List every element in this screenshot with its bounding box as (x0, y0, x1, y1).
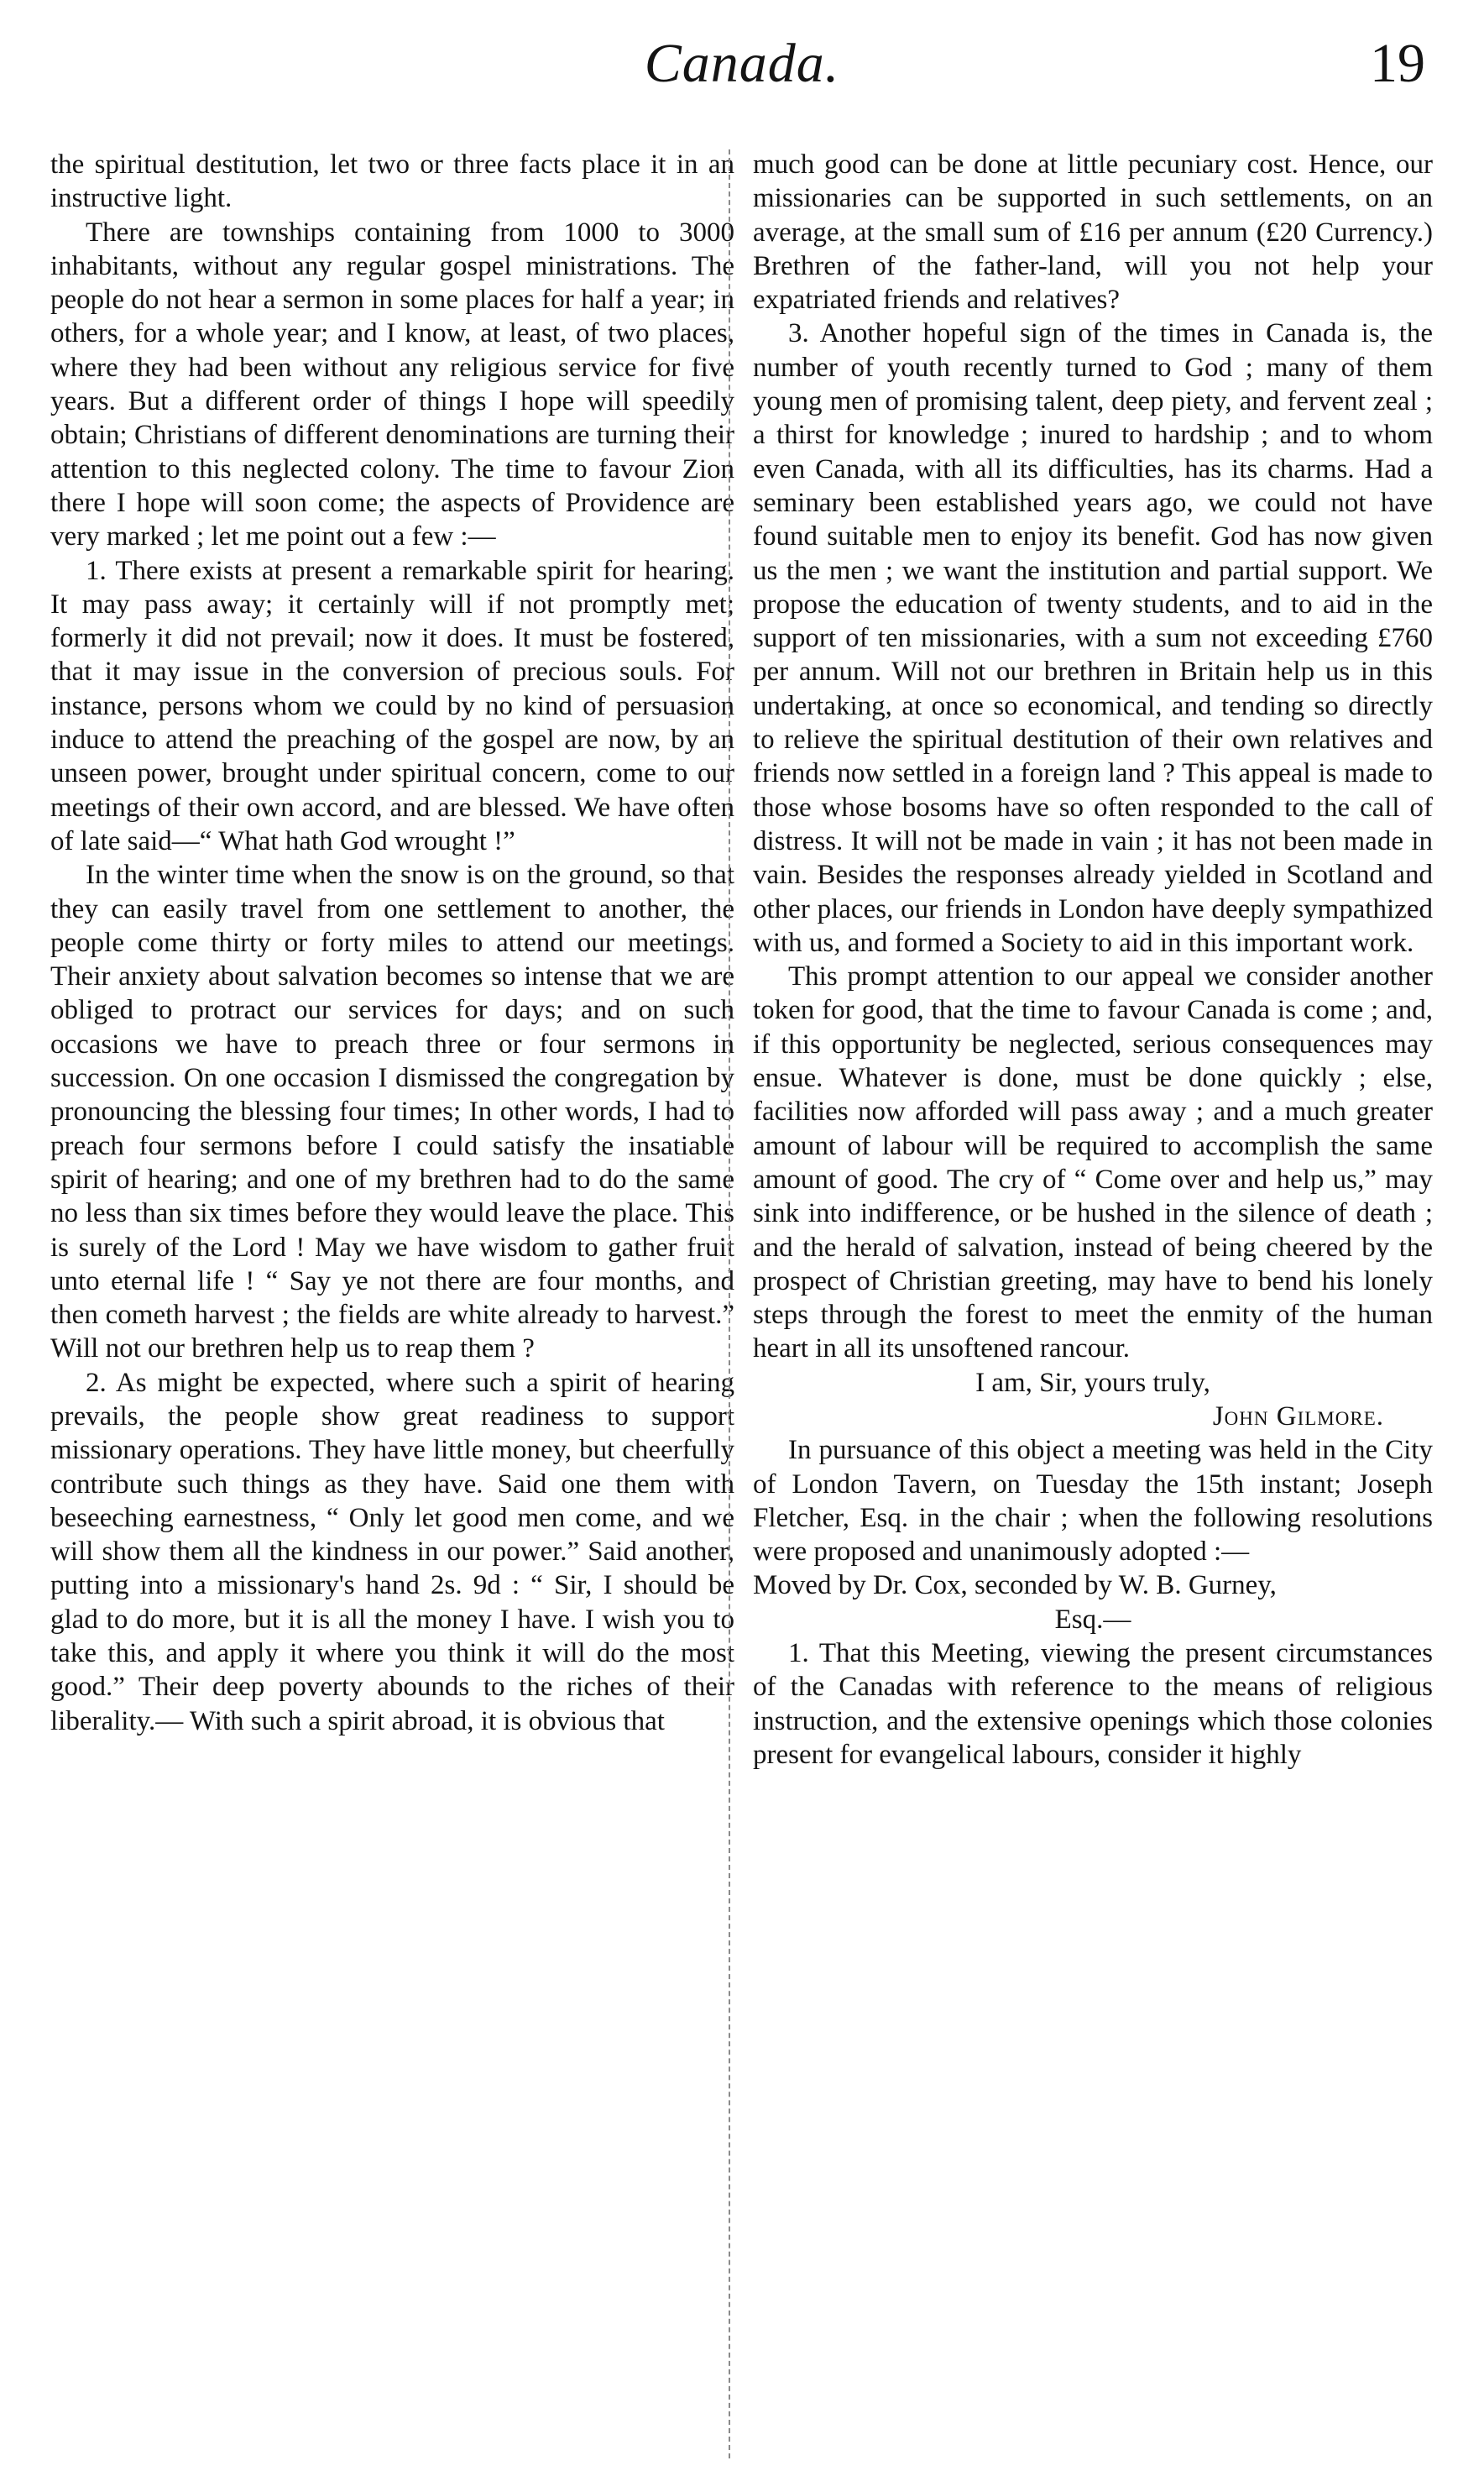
moved-by: Moved by Dr. Cox, seconded by W. B. Gurney, (753, 1570, 1277, 1601)
left-column (50, 148, 734, 2465)
running-title: Canada. (644, 33, 840, 94)
resolution: 1. That this Meeting, viewing the present circumstances of the Canadas with reference to the means of religious instruction, and the extensive openings which those colonies present for evangelical labours, consider it highly (753, 1638, 1433, 1770)
paragraph: 2. As might be expected, where such a spirit of hearing prevails, the people show great readiness to support missionary operations. They have little money, but cheerfully contribute such things as they have. Said one them with beseeching earnestness, “ Only let good men come, and we will show them all the kindness in our power.” Said another, putting into a missionary's hand 2s. 9d : “ Sir, I should be glad to do more, but it is all the money I have. I wish you to take this, and apply it where you think it will do the most good.” Their deep poverty abounds to the riches of their liberality.— With such a spirit abroad, it is obvious that (50, 1367, 734, 1736)
paragraph: There are townships containing from 1000 to 3000 inhabitants, without any regular gospel ministrations. The people do not hear a sermon in some places for half a year; in others, for a whole year; and I know, at least, of two places, where they had been without any religious service for five years. But a different order of things I hope will speedily obtain; Christians of different denominations are turning their attention to this neglected colony. The time to favour Zion there I hope will soon come; the aspects of Providence are very marked ; let me point out a few :— (50, 217, 734, 552)
moved-by-esq: Esq.— (1054, 1604, 1131, 1635)
paragraph: much good can be done at little pecuniary cost. Hence, our missionaries can be supported in such settlements, on an average, at the small sum of £16 per annum (£20 Currency.) Brethren of the father-land, will you not help your expatriated friends and relatives? (753, 149, 1433, 316)
letter-closing: I am, Sir, yours truly, (975, 1367, 1210, 1398)
paragraph: This prompt attention to our appeal we consider another token for good, that the time to favour Canada is come ; and, if this opportunity be neglected, serious consequences may ensue. Whatever is done, must be done quickly ; else, facilities now afforded will pass away ; and a much greater amount of labour will be required to accomplish the same amount of good. The cry of “ Come over and help us,” may sink into indifference, or be hushed in the silence of death ; and the herald of salvation, instead of being cheered by the prospect of Christian greeting, may have to bend his lonely steps through the forest to meet the enmity of the human heart in all its unsoftened rancour. (753, 961, 1433, 1364)
column-divider (729, 149, 730, 2458)
paragraph: the spiritual destitution, let two or three facts place it in an instructive light. (50, 149, 734, 214)
signature-name: John Gilmore. (1212, 1400, 1384, 1432)
right-column (753, 148, 1433, 2465)
page-number: 19 (1370, 33, 1425, 94)
paragraph: 1. There exists at present a remarkable spirit for hearing. It may pass away; it certainly will if not promptly met; formerly it did not prevail; now it does. It must be fostered, that it may issue in the conversion of precious souls. For instance, persons whom we could by no kind of persuasion induce to attend the preaching of the gospel are now, by an unseen power, brought under spiritual concern, come to our meetings of their own accord, and are blessed. We have often of late said—“ What hath God wrought !” (50, 555, 734, 856)
paragraph: In the winter time when the snow is on the ground, so that they can easily travel from one settlement to another, the people come thirty or forty miles to attend our meetings. Their anxiety about salvation becomes so intense that we are obliged to protract our services for days; and on such occasions we have to preach three or four sermons in succession. On one occasion I dismissed the congregation by pronouncing the blessing four times; In other words, I had to preach four sermons before I could satisfy the insatiable spirit of hearing; and one of my brethren had to do the same no less than six times before they would leave the place. This is surely of the Lord ! May we have wisdom to gather fruit unto eternal life ! “ Say ye not there are four months, and then cometh harvest ; the fields are white already to harvest.” Will not our brethren help us to reap them ? (50, 860, 734, 1364)
meeting-intro: In pursuance of this object a meeting was held in the City of London Tavern, on Tuesday the 15th instant; Joseph Fletcher, Esq. in the chair ; when the following resolutions were proposed and unanimously adopted :— (753, 1435, 1433, 1568)
paragraph: 3. Another hopeful sign of the times in Canada is, the number of youth recently turned to God ; many of them young men of promising talent, deep piety, and fervent zeal ; a thirst for knowledge ; inured to hardship ; and to whom even Canada, with all its difficulties, has its charms. Had a seminary been established years ago, we could not have found suitable men to enjoy its benefit. God has now given us the men ; we want the institution and partial support. We propose the education of twenty students, and to aid in the support of ten missionaries, with a sum not exceeding £760 per annum. Will not our brethren in Britain help us in this undertaking, at once so economical, and tending so directly to relieve the spiritual destitution of their own relatives and friends now settled in a foreign land ? This appeal is made to those whose bosoms have so often responded to the call of distress. It will not be made in vain ; it has not been made in vain. Besides the responses already yielded in Scotland and other places, our friends in London have deeply sympathized with us, and formed a Society to aid in this important work. (753, 318, 1433, 958)
